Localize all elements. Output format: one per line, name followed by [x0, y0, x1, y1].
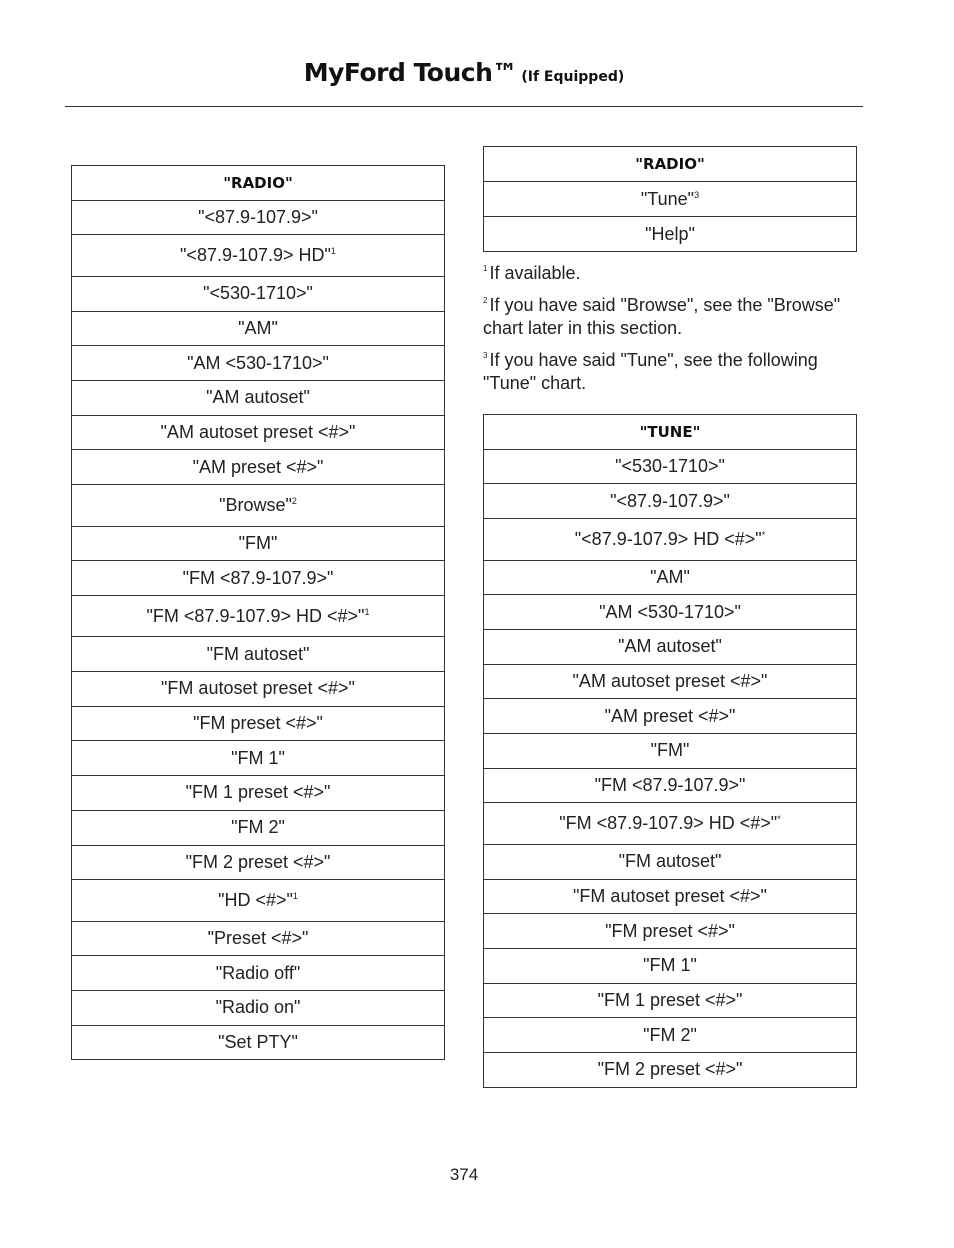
command-text: "FM autoset"	[618, 851, 722, 872]
table-row	[72, 561, 445, 596]
command-cell	[72, 776, 445, 811]
command-text: "FM preset <#>"	[605, 920, 735, 941]
command-cell	[72, 235, 445, 277]
command-text: "FM 1 preset <#>"	[185, 782, 331, 803]
command-text: "<530-1710>"	[203, 283, 313, 304]
command-text: "FM <87.9-107.9> HD <#>"	[146, 605, 365, 626]
command-cell	[484, 983, 857, 1018]
command-cell	[72, 1025, 445, 1060]
table-row	[72, 526, 445, 561]
table-row	[72, 637, 445, 672]
command-cell	[484, 664, 857, 699]
table-row	[72, 810, 445, 845]
command-text: "FM preset <#>"	[193, 713, 323, 734]
table-row	[484, 217, 857, 252]
command-text: "AM autoset preset <#>"	[160, 421, 356, 442]
command-cell	[72, 595, 445, 637]
command-text: "Radio on"	[215, 997, 301, 1018]
table-row	[72, 346, 445, 381]
command-cell	[484, 484, 857, 519]
command-cell	[72, 346, 445, 381]
table-row	[484, 803, 857, 845]
table-row	[72, 450, 445, 485]
table-heading: "RADIO"	[484, 147, 857, 182]
table-row	[484, 484, 857, 519]
command-cell	[72, 637, 445, 672]
table-row	[484, 879, 857, 914]
command-cell	[72, 415, 445, 450]
command-cell	[484, 914, 857, 949]
command-cell	[484, 217, 857, 252]
table-row	[72, 595, 445, 637]
table-row	[72, 672, 445, 707]
table-row	[72, 921, 445, 956]
command-text: "Preset <#>"	[207, 928, 309, 949]
command-cell	[484, 1053, 857, 1088]
table-row	[484, 768, 857, 803]
command-cell	[72, 200, 445, 235]
command-cell	[484, 560, 857, 595]
page-title: MyFord Touch™	[303, 58, 517, 87]
table-row	[72, 415, 445, 450]
table-row	[72, 880, 445, 922]
command-cell	[484, 699, 857, 734]
footnote	[483, 349, 863, 395]
command-cell	[484, 629, 857, 664]
command-text: "AM autoset preset <#>"	[572, 670, 768, 691]
command-cell	[484, 734, 857, 769]
command-cell	[72, 672, 445, 707]
command-text: "FM 2 preset <#>"	[597, 1059, 743, 1080]
command-text: "Help"	[645, 223, 695, 244]
command-text: "FM"	[650, 740, 690, 761]
command-text: "Set PTY"	[218, 1032, 298, 1053]
command-cell	[72, 526, 445, 561]
command-cell	[72, 706, 445, 741]
footnote	[483, 262, 863, 285]
command-text: "FM autoset"	[206, 643, 310, 664]
command-text: "AM autoset"	[206, 387, 310, 408]
command-cell	[72, 845, 445, 880]
command-cell	[72, 991, 445, 1026]
table-row	[72, 380, 445, 415]
command-text: "Radio off"	[215, 962, 301, 983]
command-cell	[72, 380, 445, 415]
command-cell	[72, 921, 445, 956]
table-heading: "TUNE"	[484, 415, 857, 450]
command-text: "FM autoset preset <#>"	[161, 678, 355, 699]
command-text: "AM preset <#>"	[192, 456, 324, 477]
table-row	[484, 1018, 857, 1053]
table-row	[72, 235, 445, 277]
command-text: "AM"	[238, 317, 278, 338]
footnote-text: If you have said "Browse", see the "Browse" chart later in this section.	[483, 295, 841, 338]
table-row	[484, 595, 857, 630]
footnote	[483, 294, 863, 340]
table-row	[72, 991, 445, 1026]
footnote-marker: 1	[364, 606, 370, 617]
table-row	[72, 845, 445, 880]
command-text: "FM 2"	[231, 817, 285, 838]
table-row	[484, 699, 857, 734]
footnote-marker: *	[777, 814, 781, 825]
table-row	[484, 734, 857, 769]
table-row	[484, 844, 857, 879]
command-cell	[484, 182, 857, 217]
footnote-marker: 1	[292, 890, 298, 901]
table-row	[72, 1025, 445, 1060]
footnote-marker: 2	[483, 296, 488, 305]
table-row	[484, 983, 857, 1018]
command-text: "FM autoset preset <#>"	[573, 885, 767, 906]
footnote-marker: 3	[483, 351, 488, 360]
table-row	[72, 311, 445, 346]
tune-commands-table	[483, 414, 857, 1088]
command-cell	[72, 810, 445, 845]
radio-commands-table	[71, 165, 445, 1060]
table-row	[484, 449, 857, 484]
footnote-marker: 1	[330, 246, 336, 257]
command-text: "<87.9-107.9> HD <#>"	[574, 528, 762, 549]
command-text: "AM preset <#>"	[604, 705, 736, 726]
command-cell	[72, 956, 445, 991]
table-heading: "RADIO"	[72, 166, 445, 201]
command-text: "FM <87.9-107.9>"	[594, 775, 746, 796]
command-text: "FM 2 preset <#>"	[185, 851, 331, 872]
command-text: "FM <87.9-107.9> HD <#>"	[559, 813, 778, 834]
command-text: "<530-1710>"	[615, 456, 725, 477]
command-text: "AM autoset"	[618, 636, 722, 657]
command-cell	[484, 768, 857, 803]
command-text: "<87.9-107.9> HD"	[180, 245, 331, 266]
command-cell	[484, 595, 857, 630]
footnote-marker: 3	[694, 189, 700, 200]
command-text: "FM <87.9-107.9>"	[182, 567, 334, 588]
page-subtitle: (If Equipped)	[521, 69, 625, 85]
footnote-marker: 2	[291, 495, 297, 506]
page-header	[0, 58, 928, 87]
command-text: "AM <530-1710>"	[599, 601, 741, 622]
command-text: "FM 1"	[643, 955, 697, 976]
table-row	[72, 956, 445, 991]
command-cell	[484, 844, 857, 879]
command-text: "Tune"	[640, 188, 695, 209]
header-divider	[65, 106, 863, 107]
command-cell	[484, 948, 857, 983]
footnote-text: If you have said "Tune", see the following "Tune" chart.	[483, 350, 818, 393]
table-row	[484, 948, 857, 983]
radio-commands-table-continued	[483, 146, 857, 252]
table-row	[72, 706, 445, 741]
command-text: "AM <530-1710>"	[187, 352, 329, 373]
command-cell	[72, 450, 445, 485]
table-row	[72, 276, 445, 311]
table-row	[72, 200, 445, 235]
footnote-text: If available.	[489, 263, 581, 283]
table-row	[484, 629, 857, 664]
command-cell	[72, 485, 445, 527]
command-text: "<87.9-107.9>"	[610, 490, 730, 511]
table-row	[484, 1053, 857, 1088]
command-cell	[484, 879, 857, 914]
table-row	[72, 485, 445, 527]
command-text: "<87.9-107.9>"	[198, 207, 318, 228]
command-text: "FM 2"	[643, 1024, 697, 1045]
footnote-marker: 1	[483, 264, 488, 273]
command-cell	[484, 519, 857, 561]
command-cell	[484, 1018, 857, 1053]
command-cell	[72, 741, 445, 776]
command-cell	[72, 880, 445, 922]
command-cell	[484, 803, 857, 845]
command-cell	[72, 311, 445, 346]
page-number: 374	[449, 1165, 479, 1184]
command-cell	[72, 276, 445, 311]
command-text: "FM"	[238, 532, 278, 553]
command-cell	[484, 449, 857, 484]
footnotes	[483, 262, 863, 404]
command-text: "Browse"	[219, 494, 292, 515]
command-text: "FM 1 preset <#>"	[597, 989, 743, 1010]
table-row	[484, 560, 857, 595]
table-row	[72, 776, 445, 811]
command-cell	[72, 561, 445, 596]
command-text: "AM"	[650, 566, 690, 587]
table-row	[484, 914, 857, 949]
table-row	[72, 741, 445, 776]
table-row	[484, 519, 857, 561]
footnote-marker: *	[761, 529, 766, 540]
command-text: "HD <#>"	[218, 889, 293, 910]
table-row	[484, 182, 857, 217]
table-row	[484, 664, 857, 699]
command-text: "FM 1"	[231, 747, 285, 768]
